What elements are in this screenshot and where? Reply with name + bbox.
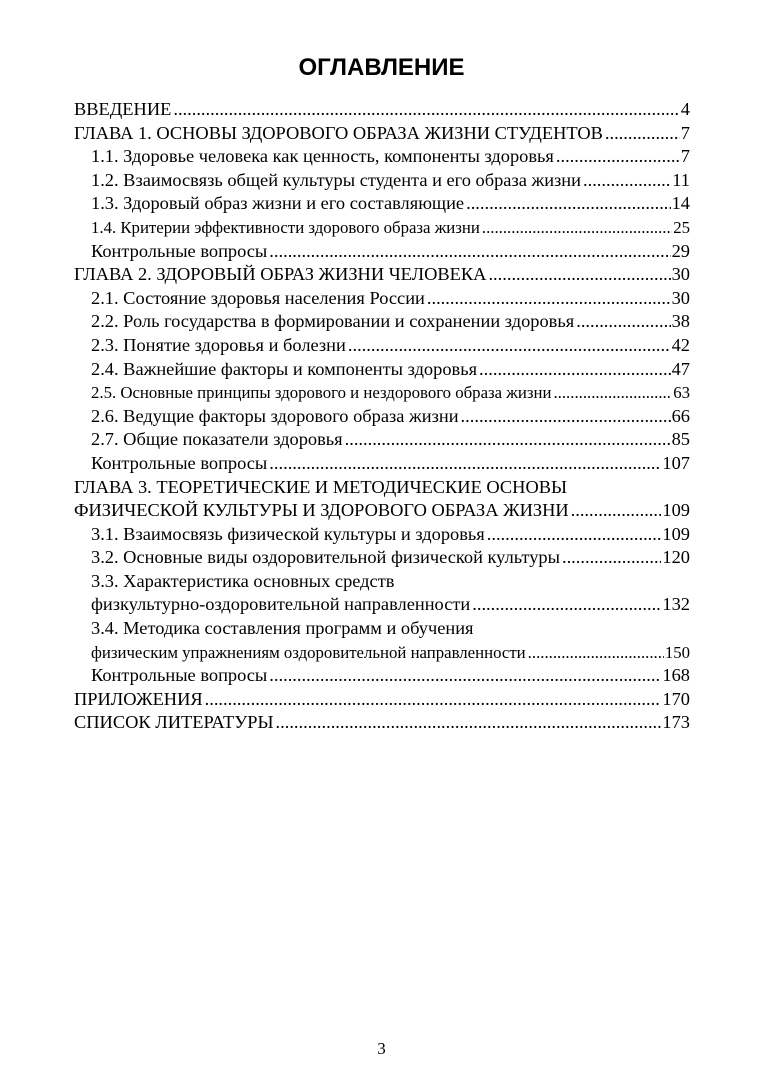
toc-entry-section-2-6[interactable]	[74, 405, 690, 429]
toc-entry-title: ГЛАВА 1. ОСНОВЫ ЗДОРОВОГО ОБРАЗА ЖИЗНИ СТУДЕНТОВ	[74, 122, 603, 143]
toc-entry-page: 29	[671, 240, 690, 261]
toc-entry-title: СПИСОК ЛИТЕРАТУРЫ	[74, 712, 274, 733]
toc-entry-title: 3.2. Основные виды оздоровительной физической культуры	[91, 547, 560, 568]
toc-entry-title: 2.5. Основные принципы здорового и нездорового образа жизни	[91, 383, 552, 403]
page-title: ОГЛАВЛЕНИЕ	[298, 54, 465, 81]
dot-leader	[487, 523, 662, 547]
dot-leader	[556, 145, 680, 169]
toc-entry-page: 85	[671, 429, 690, 450]
toc-entry-section-3-1[interactable]	[74, 523, 690, 547]
dot-leader	[479, 358, 671, 382]
dot-leader	[269, 664, 661, 688]
toc-entry-chapter-2[interactable]	[74, 263, 690, 287]
dot-leader	[466, 192, 671, 216]
toc-entry-section-3-4[interactable]	[74, 641, 690, 665]
toc-entry-questions-3[interactable]	[74, 664, 690, 688]
toc-entry-section-3-4-line1[interactable]: 3.4. Методика составления программ и обучения	[91, 618, 474, 639]
dot-leader	[345, 428, 671, 452]
toc-entry-page: 107	[662, 452, 690, 473]
toc-entry-title: 2.1. Состояние здоровья населения России	[91, 287, 425, 308]
dot-leader	[269, 452, 661, 476]
toc-entry-page: 168	[662, 665, 690, 686]
toc-entry-title: 3.1. Взаимосвязь физической культуры и здоровья	[91, 523, 485, 544]
dot-leader	[605, 122, 680, 146]
toc-entry-page: 14	[671, 193, 690, 214]
toc-entry-page: 4	[680, 99, 690, 119]
dot-leader	[269, 240, 670, 264]
toc-entry-section-1-2[interactable]	[74, 169, 690, 193]
toc-entry-page: 47	[671, 358, 690, 379]
toc-entry-page: 7	[680, 122, 690, 143]
toc-entry-title: ПРИЛОЖЕНИЯ	[74, 688, 203, 709]
toc-entry-title: Контрольные вопросы	[91, 665, 268, 686]
dot-leader	[571, 499, 662, 523]
toc-entry-page: 7	[680, 146, 690, 167]
dot-leader	[348, 334, 671, 358]
toc-entry-page: 109	[662, 523, 690, 544]
toc-entry-title: 1.2. Взаимосвязь общей культуры студента и его образа жизни	[91, 169, 581, 190]
toc-entry-page: 173	[662, 712, 690, 733]
toc-entry-section-2-3[interactable]	[74, 334, 690, 358]
toc-entry-page: 42	[671, 334, 690, 355]
toc-entry-section-3-2[interactable]	[74, 546, 690, 570]
toc-entry-chapter-3-line1[interactable]: ГЛАВА 3. ТЕОРЕТИЧЕСКИЕ И МЕТОДИЧЕСКИЕ ОСНОВЫ	[74, 476, 568, 497]
toc-entry-title: 2.7. Общие показатели здоровья	[91, 429, 343, 450]
toc-entry-chapter-3[interactable]	[74, 499, 690, 523]
toc-entry-page: 30	[671, 264, 690, 285]
table-of-contents	[74, 98, 690, 735]
toc-entry-page: 170	[662, 688, 690, 709]
toc-entry-section-2-4[interactable]	[74, 358, 690, 382]
toc-entry-title: ФИЗИЧЕСКОЙ КУЛЬТУРЫ И ЗДОРОВОГО ОБРАЗА ЖИЗНИ	[74, 500, 569, 521]
toc-entry-title: Контрольные вопросы	[91, 240, 268, 261]
dot-leader	[482, 216, 672, 240]
dot-leader	[576, 310, 670, 334]
toc-entry-questions-1[interactable]	[74, 240, 690, 264]
toc-entry-page: 66	[671, 405, 690, 426]
toc-entry-section-2-7[interactable]	[74, 428, 690, 452]
dot-leader	[488, 263, 670, 287]
toc-entry-title: физическим упражнениям оздоровительной направленности	[91, 642, 526, 662]
toc-entry-page: 11	[672, 169, 690, 190]
toc-entry-page: 30	[671, 287, 690, 308]
dot-leader	[427, 287, 671, 311]
toc-entry-page: 132	[662, 594, 690, 615]
toc-entry-page: 63	[673, 383, 690, 403]
toc-entry-title: 2.3. Понятие здоровья и болезни	[91, 334, 346, 355]
toc-entry-title: 2.4. Важнейшие факторы и компоненты здоровья	[91, 358, 478, 379]
dot-leader	[553, 381, 672, 405]
dot-leader	[562, 546, 661, 570]
toc-entry-questions-2[interactable]	[74, 452, 690, 476]
toc-entry-introduction[interactable]	[74, 98, 690, 122]
toc-entry-chapter-1[interactable]	[74, 122, 690, 146]
dot-leader	[173, 98, 679, 122]
toc-entry-title: 2.2. Роль государства в формировании и сохранении здоровья	[91, 311, 575, 332]
toc-entry-section-3-3[interactable]	[74, 593, 690, 617]
toc-entry-section-1-3[interactable]	[74, 192, 690, 216]
toc-entry-references[interactable]	[74, 711, 690, 735]
dot-leader	[276, 711, 662, 735]
toc-entry-title: 1.1. Здоровье человека как ценность, компоненты здоровья	[91, 146, 554, 167]
dot-leader	[205, 688, 662, 712]
dot-leader	[528, 641, 664, 665]
dot-leader	[461, 405, 671, 429]
toc-entry-page: 38	[671, 311, 690, 332]
dot-leader	[472, 593, 661, 617]
dot-leader	[583, 169, 671, 193]
toc-entry-page: 150	[664, 642, 690, 662]
toc-entry-section-3-3-line1[interactable]: 3.3. Характеристика основных средств	[91, 570, 395, 591]
toc-entry-title: ГЛАВА 2. ЗДОРОВЫЙ ОБРАЗ ЖИЗНИ ЧЕЛОВЕКА	[74, 264, 487, 285]
toc-entry-page: 120	[662, 547, 690, 568]
page-number: 3	[377, 1039, 386, 1058]
toc-entry-section-2-2[interactable]	[74, 310, 690, 334]
toc-entry-title: 1.3. Здоровый образ жизни и его составляющие	[91, 193, 465, 214]
toc-entry-title: ВВЕДЕНИЕ	[74, 99, 172, 119]
toc-entry-section-2-5[interactable]	[74, 381, 690, 405]
toc-entry-page: 25	[673, 217, 690, 237]
toc-entry-title: 2.6. Ведущие факторы здорового образа жизни	[91, 405, 459, 426]
toc-entry-section-1-1[interactable]	[74, 145, 690, 169]
toc-entry-appendices[interactable]	[74, 688, 690, 712]
toc-entry-title: Контрольные вопросы	[91, 452, 268, 473]
toc-entry-title: физкультурно-оздоровительной направленности	[91, 594, 471, 615]
toc-entry-title: 1.4. Критерии эффективности здорового образа жизни	[91, 217, 480, 237]
toc-entry-section-2-1[interactable]	[74, 287, 690, 311]
toc-entry-page: 109	[662, 500, 690, 521]
toc-entry-section-1-4[interactable]	[74, 216, 690, 240]
